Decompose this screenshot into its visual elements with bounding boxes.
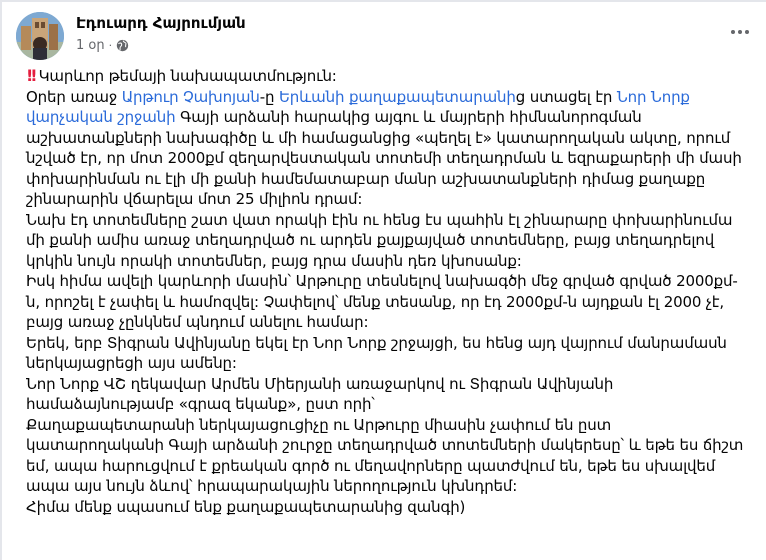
globe-icon[interactable]	[116, 39, 129, 52]
meta-separator: ·	[108, 39, 113, 52]
author-name[interactable]: Էդուարդ Հայրումյան	[76, 14, 246, 32]
post-paragraph-7: Հիմա մենք սպասում ենք քաղաքապետարանից զանգի)	[26, 497, 466, 516]
post-paragraph-2: Նախ էդ տոտեմները շատ վատ որակի էին ու հենց էս պահին էլ շինարարը փոխարինումա մի քանի ամիս առաջ տեղադրված ու արդեն քայքայված տոտեմները, բայց տեղադրելով կրկին նույն որակի տոտեմներ, բայց դրա մասին դեռ կխոսանք:	[26, 210, 733, 270]
card-left-border	[0, 0, 2, 560]
post-body	[26, 66, 746, 517]
card-top-border	[0, 0, 766, 2]
post-intro: !! Կարևոր թեմայի նախապատմություն:	[26, 66, 337, 85]
post-paragraph-1: Օրեր առաջ Արթուր Չախոյան-ը Երևանի քաղաքապետարանից ստացել էր Նոր Նորք վարչական շրջանի Գայի արձանի հարակից այգու և մայրերի հիմնանորոգման աշխատանքների նախագիծը և մի համացանցից «պեղել է» կատարողական ակտը, որում նշված էր, որ մոտ 2000քմ զեղարվեստական տոտեմի տեղադրման և եզրաքարերի մի մասի փոխարինման ու էլի մի քանի համեմատաբար մանր աշխատանքների դիմաց քաղաքը շինարարին վճարելա մոտ 25 միլիոն դրամ:	[26, 87, 742, 208]
author-avatar[interactable]	[16, 12, 64, 60]
post-meta	[76, 38, 129, 53]
post-timestamp[interactable]: 1 օր	[76, 38, 105, 53]
post-paragraph-3: Իսկ հիմա ավելի կարևորի մասին՝ Արթուրը տեսնելով նախագծի մեջ գրված գրված 2000քմ-ն, որոշել է չափել և համոզվել: Չափելով՝ մենք տեսանք, որ էդ 2000քմ-ն այդքան էլ 2000 չէ, բայց առաջ չընկնեմ պնդում անելու համար:	[26, 272, 738, 331]
mention-yerevan-municipality[interactable]: Երևանի քաղաքապետարանի	[278, 87, 516, 106]
post-header	[16, 12, 756, 60]
more-horizontal-icon	[731, 30, 735, 34]
post-paragraph-5: Նոր Նորք ՎՇ ղեկավար Արմեն Միերյանի առաջարկով ու Տիգրան Ավինյանի համաձայնությամբ «գրազ եկանք», ըստ որի՝	[26, 374, 614, 413]
mention-nor-nork-district[interactable]: Նոր Նորք վարչական շրջանի	[26, 87, 690, 126]
mention-artur-chakhoyan[interactable]: Արթուր Չախոյան	[121, 87, 260, 106]
double-exclamation-icon: !!	[26, 66, 35, 85]
more-options-button[interactable]	[724, 16, 756, 48]
post-paragraph-6: Քաղաքապետարանի ներկայացուցիչը ու Արթուրը միասին չափում են ըստ կատարողականի Գայի արձանի շուրջը տեղադրված տոտեմների մակերեսը՝ և եթե ես ճիշտ եմ, ապա հարուցվում է քրեական գործ ու մեղավորները պատժվում են, եթե ես սխալվեմ ապա այս նույն ձևով՝ հրապարակային ներողություն կխնդրեմ:	[26, 415, 744, 495]
avatar-image	[16, 12, 64, 60]
post-paragraph-4: Երեկ, երբ Տիգրան Ավինյանը եկել էր Նոր Նորք շրջայցի, ես հենց այդ վայրում մանրամասն ներկայացրեցի այս ամենը:	[26, 333, 727, 372]
